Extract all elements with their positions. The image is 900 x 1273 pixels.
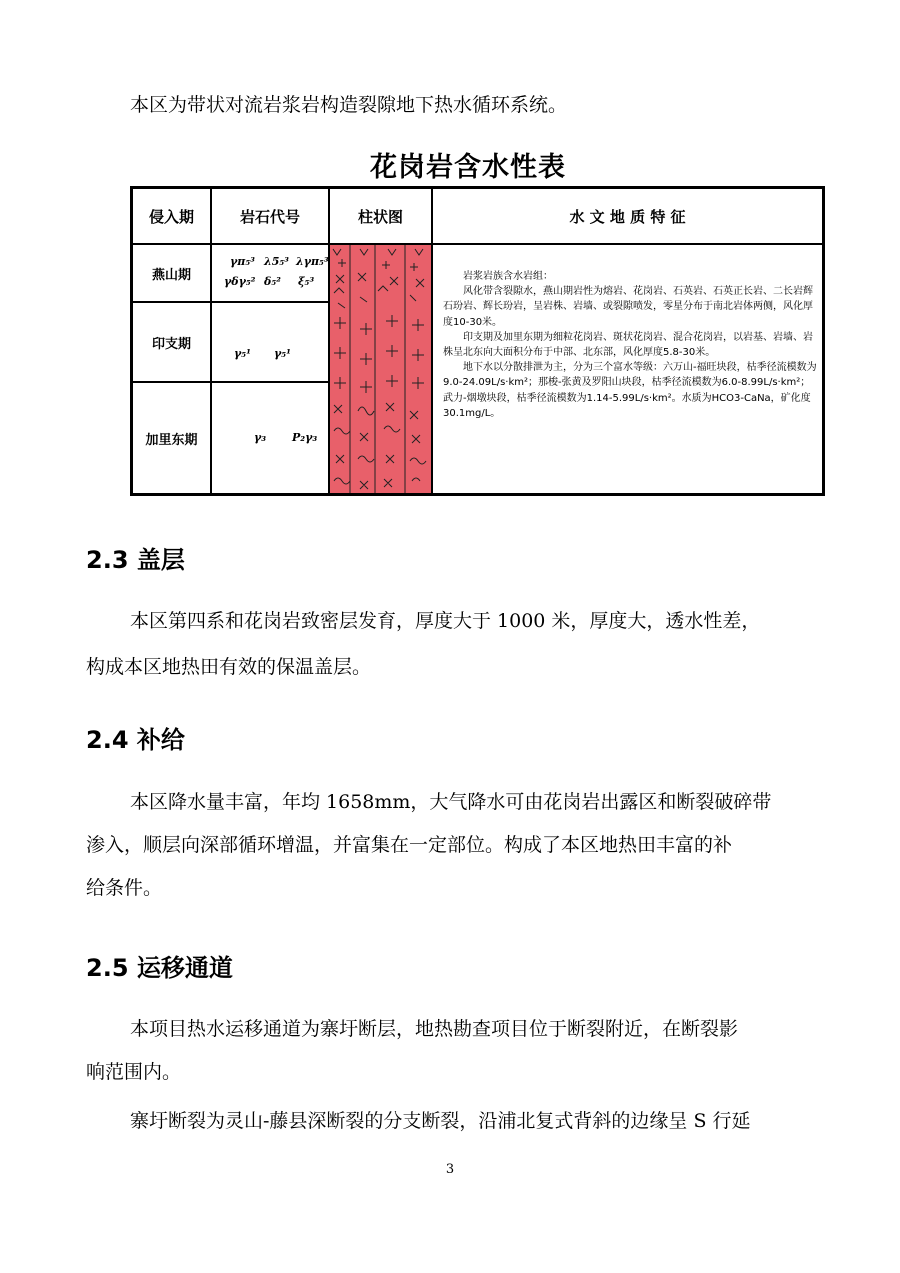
codes-indosinian: γ₅¹ γ₅¹ (234, 347, 291, 360)
codes-yanshan: γπ₅³ λ5₅³ λγπ₅³ γδγ₅² δ₅² ξ₅³ (224, 255, 329, 288)
section-2-3-line-1: 本区第四系和花岗岩致密层发育，厚度大于 1000 米，厚度大，透水性差， (130, 610, 761, 632)
period-yanshan: 燕山期 (151, 267, 191, 283)
section-2-5-line-2: 响范围内。 (86, 1061, 182, 1083)
period-indosinian: 印支期 (151, 336, 191, 352)
header-column-diagram: 柱状图 (357, 207, 403, 226)
header-period: 侵入期 (148, 207, 194, 226)
section-2-4-line-2: 渗入，顺层向深部循环增温，并富集在一定部位。构成了本区地热田丰富的补 (86, 834, 733, 856)
hydro-line-2: 风化带含裂隙水，燕山期岩性为熔岩、花岗岩、石英岩、石英正长岩、二长岩辉石玢岩、辉长玢岩，呈岩株、岩墙、或裂隙喷发，零星分布于南北岩体两侧，风化厚度10-30米。 (443, 286, 813, 328)
period-caledonian: 加里东期 (145, 432, 198, 448)
lithology-column-diagram (330, 245, 431, 493)
header-rock-code: 岩石代号 (239, 207, 300, 226)
granite-column-svg (330, 245, 431, 493)
section-2-5-line-3: 寨圩断裂为灵山-藤县深断裂的分支断裂，沿浦北复式背斜的边缘呈 S 行延 (130, 1110, 751, 1132)
column-fill (330, 245, 431, 493)
page-number: 3 (445, 1162, 455, 1177)
codes-caledonian: γ₃ P₂γ₃ (254, 431, 318, 444)
heading-2-3: 2.3 盖层 (86, 546, 185, 574)
hydro-line-1: 岩浆岩族含水岩组： (463, 271, 553, 282)
intro-text: 本区为带状对流岩浆岩构造裂隙地下热水循环系统。 (130, 94, 568, 116)
hydro-line-3: 印支期及加里东期为细粒花岗岩、斑状花岗岩、混合花岗岩，以岩基、岩墙、岩株呈北东向大面积分布于中部、北东部，风化厚度5.8-30米。 (443, 331, 813, 359)
section-2-4-line-1: 本区降水量丰富，年均 1658mm，大气降水可由花岗岩出露区和断裂破碎带 (130, 791, 772, 813)
table-title: 花岗岩含水性表 (370, 152, 566, 183)
header-hydro-features: 水 文 地 质 特 征 (569, 207, 686, 226)
section-2-4-line-3: 给条件。 (86, 877, 163, 899)
section-2-3-line-2: 构成本区地热田有效的保温盖层。 (86, 656, 372, 678)
heading-2-4: 2.4 补给 (86, 726, 185, 754)
hydro-description (443, 269, 818, 421)
granite-water-table (130, 186, 825, 496)
heading-2-5: 2.5 运移通道 (86, 954, 233, 982)
hydro-line-4: 地下水以分散排泄为主，分为三个富水等级：六万山-福旺块段，枯季径流模数为9.0-24.09L/s·km²；那梭-张黄及罗阳山块段，枯季径流模数为6.0-8.99L/s·km²；武力-烟墩块段，枯季径流模数为1.14-5.99L/s·km²。水质为HCO3-CaNa，矿化度30.1mg/L。 (443, 362, 817, 419)
section-2-5-line-1: 本项目热水运移通道为寨圩断层，地热勘查项目位于断裂附近，在断裂影 (130, 1018, 739, 1040)
